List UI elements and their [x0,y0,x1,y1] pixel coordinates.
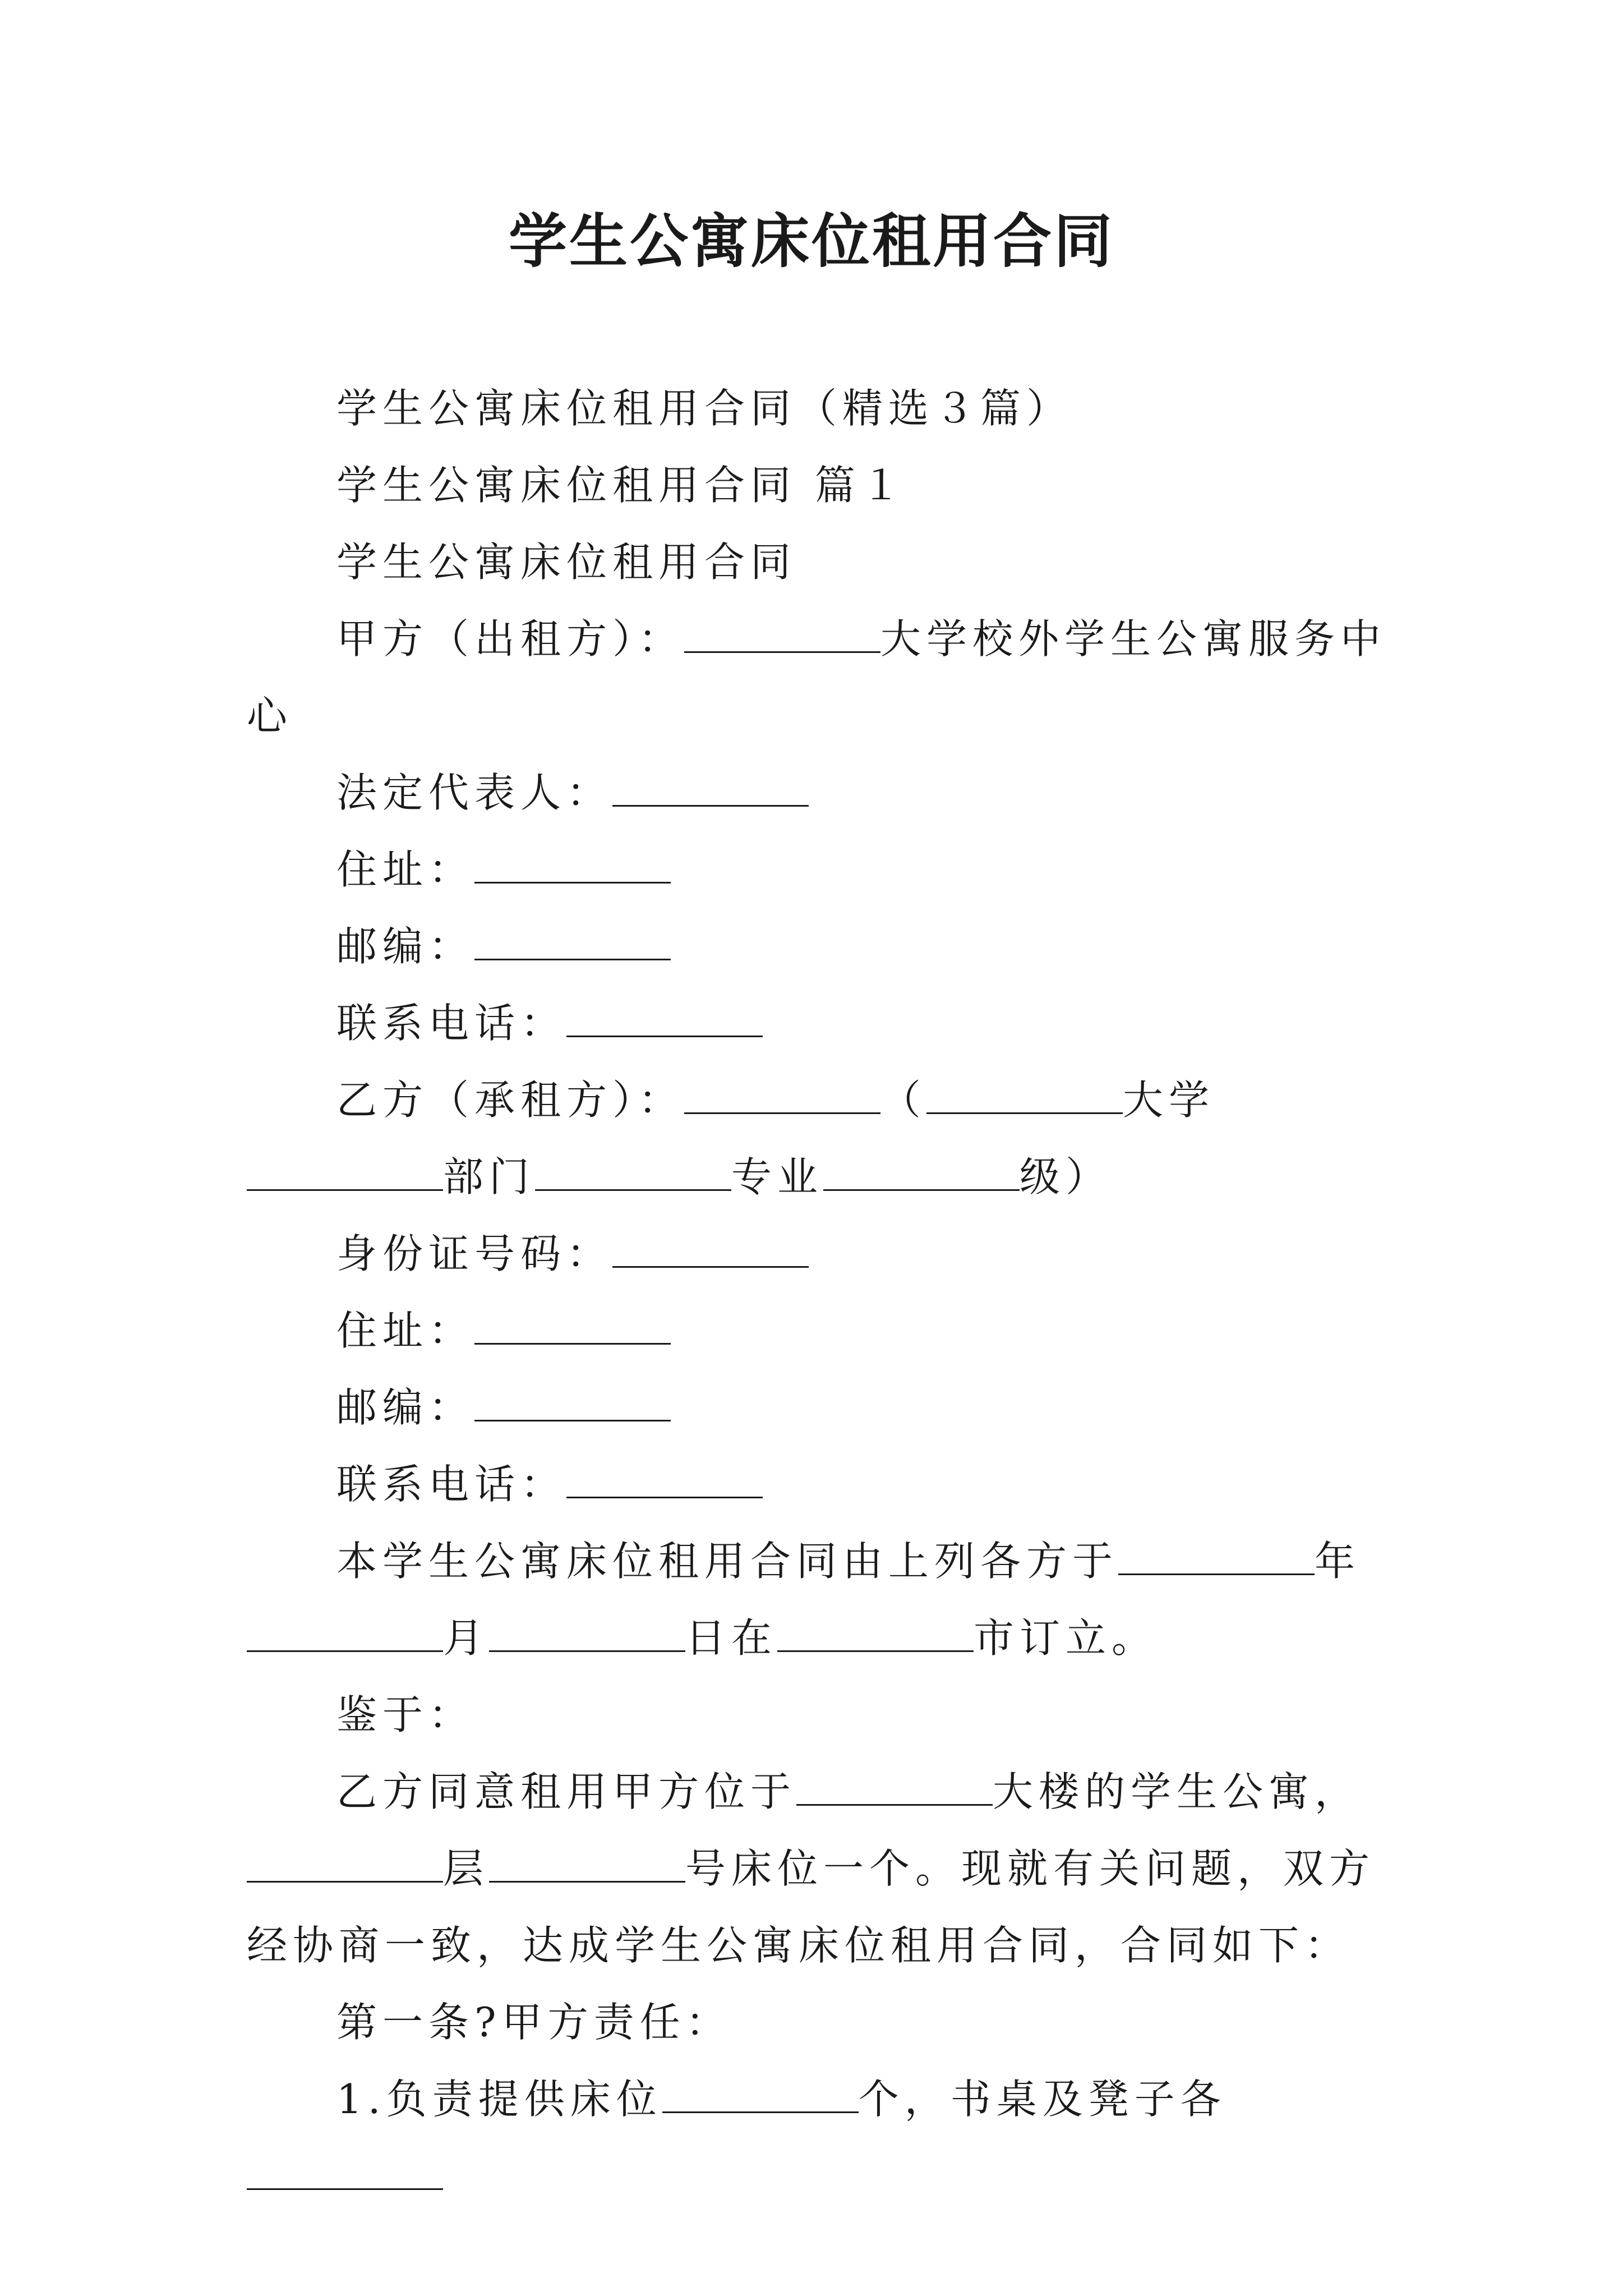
fill-in-blank [247,1617,443,1652]
paragraph-text: 联系电话： [336,1000,567,1047]
paragraph-text: 大学 [1123,1076,1215,1124]
fill-in-blank [474,1309,671,1345]
paragraph-text: 身份证号码： [336,1230,613,1277]
fill-in-blank [474,1386,671,1421]
paragraph-p4 [247,601,1391,754]
paragraph-text: 层 [443,1845,490,1892]
fill-in-blank [566,1002,763,1037]
paragraph-p1 [247,370,1391,447]
paragraph-p11 [247,1292,1391,1369]
paragraph-p17 [247,1984,1391,2061]
fill-in-blank [247,1847,443,1883]
paragraph-text: 甲方（出租方）： [336,615,685,662]
document-body [247,370,1391,2215]
paragraph-text: 住址： [336,1307,475,1354]
fill-in-blank [566,1463,763,1498]
paragraph-text: 住址： [336,846,475,893]
fill-in-blank [1118,1540,1315,1575]
fill-in-blank [247,1156,443,1191]
paragraph-text: 级） [1020,1153,1112,1200]
paragraph-text: 鉴于： [336,1691,475,1738]
fill-in-blank [474,848,671,884]
fill-in-blank [926,1079,1123,1114]
paragraph-text: 月 [443,1614,490,1662]
paragraph-text: 学生公寓床位租用合同（精选３篇） [336,385,1073,432]
paragraph-text: 个，书桌及凳子各 [858,2076,1227,2123]
paragraph-text: 本学生公寓床位租用合同由上列各方于 [336,1538,1119,1585]
fill-in-blank [489,1617,685,1652]
paragraph-p14 [247,1523,1391,1677]
paragraph-p12 [247,1369,1391,1446]
fill-in-blank [247,2155,443,2190]
paragraph-text: 大楼的学生公寓， [993,1768,1361,1815]
paragraph-p10 [247,1216,1391,1292]
paragraph-p6 [247,831,1391,908]
paragraph-p18 [247,2061,1391,2215]
paragraph-text: 年 [1315,1538,1361,1585]
paragraph-text: 法定代表人： [336,769,613,816]
paragraph-p16 [247,1754,1391,1984]
fill-in-blank [489,1847,685,1883]
paragraph-text: 日在 [685,1614,778,1662]
fill-in-blank [684,618,880,653]
paragraph-text: 专业 [731,1153,824,1200]
paragraph-text: 邮编： [336,1384,475,1431]
paragraph-text: 乙方同意租用甲方位于 [336,1768,797,1815]
paragraph-text: 第一条?甲方责任： [336,1999,732,2046]
paragraph-text: （ [880,1076,927,1124]
paragraph-text: 学生公寓床位租用合同 篇１ [336,462,907,509]
fill-in-blank [823,1156,1020,1191]
paragraph-p5 [247,754,1391,831]
paragraph-text: 号床位一个。现就有关问题，双方经协商一致，达成学生公寓床位租用合同，合同如下： [247,1845,1376,1969]
paragraph-p15 [247,1677,1391,1754]
paragraph-p7 [247,908,1391,985]
paragraph-text: 联系电话： [336,1461,567,1508]
paragraph-text: 乙方（承租方）： [336,1076,685,1124]
fill-in-blank [612,771,809,807]
fill-in-blank [612,1232,809,1268]
paragraph-text: 学生公寓床位租用合同 [336,539,797,586]
paragraph-p9 [247,1062,1391,1216]
fill-in-blank [684,1079,880,1114]
paragraph-p3 [247,524,1391,601]
paragraph-text: 市订立。 [974,1614,1158,1662]
fill-in-blank [474,925,671,960]
fill-in-blank [535,1156,731,1191]
document-title: 学生公寓床位租用合同 [508,206,1114,275]
paragraph-text: 大学校外学生公寓服务中心 [247,615,1387,739]
fill-in-blank [796,1770,993,1806]
paragraph-p13 [247,1446,1391,1523]
paragraph-text: 1.负责提供床位 [336,2076,662,2123]
paragraph-p8 [247,985,1391,1062]
paragraph-p2 [247,447,1391,524]
paragraph-text: 邮编： [336,923,475,970]
fill-in-blank [777,1617,974,1652]
paragraph-text: 部门 [443,1153,536,1200]
fill-in-blank [662,2078,859,2113]
